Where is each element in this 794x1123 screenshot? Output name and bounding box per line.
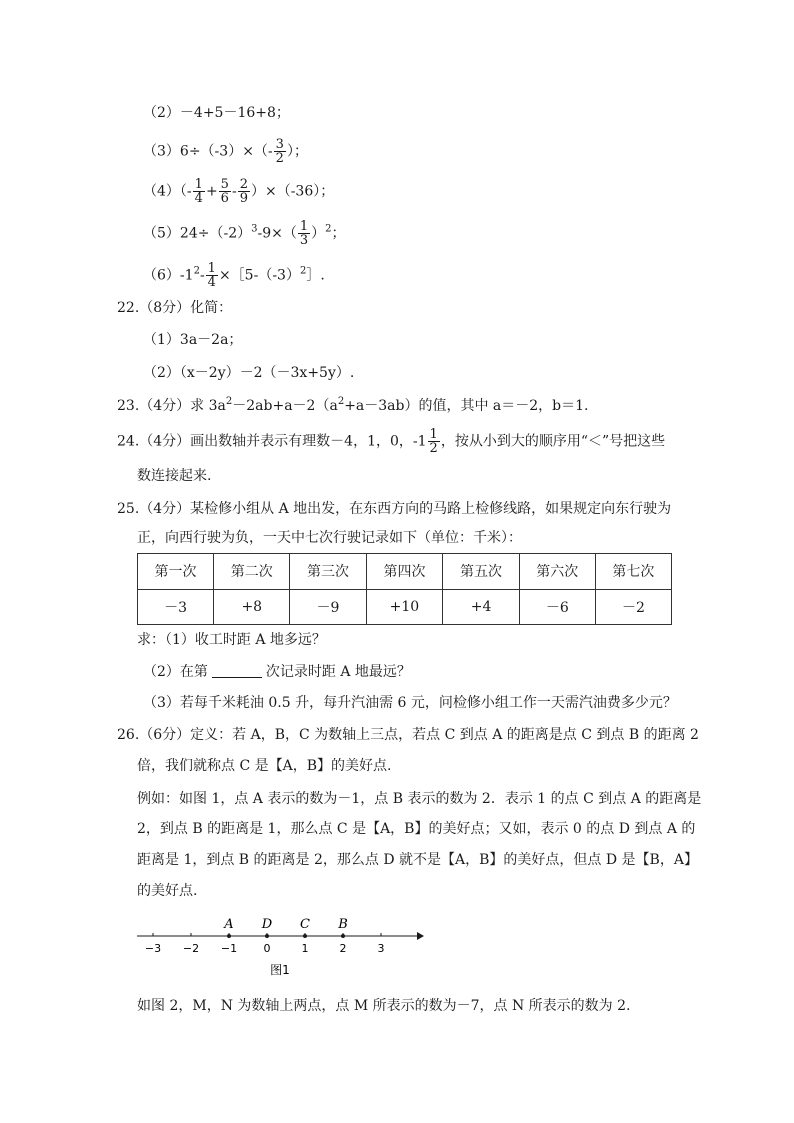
point-A	[227, 934, 231, 938]
q26-line5: 距离是 1，到点 B 的距离是 2，那么点 D 就不是【A，B】的美好点，但点 D 是【B，A】	[137, 852, 698, 868]
driving-record-table	[137, 553, 672, 625]
q21-part4: （4）（- $\frac{1}{4}$ + $\frac{5}{6}$ - $\frac{2}{9}$ ）×（-36）；	[143, 177, 335, 206]
point-C	[303, 934, 307, 938]
q26-line1: 26.（6分）定义：若 A，B，C 为数轴上三点，若点 C 到点 A 的距离是点 C 到点 B 的距离 2	[117, 727, 699, 743]
q22-part2: （2）（x－2y）－2（－3x+5y）.	[143, 365, 355, 381]
table-value-row	[138, 589, 672, 625]
q26-line6: 的美好点.	[137, 883, 198, 899]
tick-label: −3	[144, 942, 162, 955]
q21-part5: $(5)24\div(-2)^3-9\times$（ $\frac{1}{3}$ ）$^2$；	[143, 219, 346, 248]
mixed-number: -1 $\frac{1}{2}$	[412, 427, 438, 456]
table-cell: 第七次	[595, 554, 671, 590]
table-cell: 第一次	[138, 554, 214, 590]
q25-line2: 正，向西行驶为负，一天中七次行驶记录如下（单位：千米）：	[137, 530, 522, 546]
q26-line7: 如图 2，M，N 为数轴上两点，点 M 所表示的数为－7，点 N 所表示的数为 2.	[137, 998, 631, 1014]
point-D	[265, 934, 269, 938]
q23-text: 23.（4分）求 $3a^2-2ab+a-2(a^2+a-3ab)$的值，其中 a＝－2，b＝1.	[117, 396, 589, 414]
table-cell: 第四次	[366, 554, 443, 590]
q24-line2: 数连接起来.	[137, 468, 212, 484]
q21-part3: （3）6÷（-3）×（- $\frac{3}{2}$ ）；	[143, 137, 308, 166]
q26-line3: 例如：如图 1，点 A 表示的数为－1，点 B 表示的数为 2．表示 1 的点 C 到点 A 的距离是	[137, 791, 702, 807]
tick-label: −2	[182, 942, 200, 955]
q24-line1: 24.（4分）画出数轴并表示有理数－4，1，0，-1 $\frac{1}{2}$ ，按从小到大的顺序用“＜”号把这些	[117, 427, 666, 456]
table-cell: 第六次	[519, 554, 595, 590]
q21-part2: （2）－4+5－16+8；	[143, 105, 290, 121]
table-cell: 第二次	[214, 554, 290, 590]
q26-line2: 倍，我们就称点 C 是【A，B】的美好点.	[137, 758, 392, 774]
table-header-row	[138, 554, 672, 590]
q22-part1: （1）3a－2a；	[143, 332, 243, 348]
table-cell: +8	[214, 589, 290, 625]
q21-part6: $(6)-1^2-$ $\frac{1}{4}$ $\times[5-(-3)^2]$.	[143, 261, 325, 290]
table-cell: －9	[290, 589, 366, 625]
q25-sub2: （2）在第 次记录时距 A 地最远？	[143, 664, 411, 680]
q25-sub1: 求：（1）收工时距 A 地多远？	[137, 632, 326, 648]
q22-heading: 22.（8分）化简：	[117, 300, 233, 316]
q25-line1: 25.（4分）某检修小组从 A 地出发，在东西方向的马路上检修线路，如果规定向东行驶为	[117, 501, 672, 517]
tick-label: 1	[301, 942, 309, 955]
table-cell: 第三次	[290, 554, 366, 590]
tick-label: 3	[377, 942, 385, 955]
table-cell: +10	[366, 589, 443, 625]
table-cell: －2	[595, 589, 671, 625]
point-B	[341, 934, 345, 938]
tick-label: 0	[263, 942, 271, 955]
number-line-figure	[132, 912, 432, 987]
q26-line4: 2，到点 B 的距离是 1，那么点 C 是【A，B】的美好点；又如，表示 0 的点 D 到点 A 的	[137, 821, 696, 837]
point-label: C	[300, 917, 310, 932]
q25-sub3: （3）若每千米耗油 0.5 升，每升汽油需 6 元，问检修小组工作一天需汽油费多少元？	[143, 695, 677, 711]
tick-label: −1	[220, 942, 238, 955]
tick-label: 2	[339, 942, 347, 955]
arrow-head-icon	[417, 932, 424, 940]
point-label: A	[224, 917, 234, 932]
table-cell: －3	[138, 589, 214, 625]
fraction: $\frac{3}{2}$	[275, 137, 284, 166]
table-cell: +4	[443, 589, 519, 625]
table-cell: 第五次	[443, 554, 519, 590]
answer-blank[interactable]	[212, 663, 262, 678]
table-cell: －6	[519, 589, 595, 625]
point-label: B	[338, 917, 348, 932]
figure-caption: 图1	[270, 963, 290, 977]
point-label: D	[261, 917, 273, 932]
